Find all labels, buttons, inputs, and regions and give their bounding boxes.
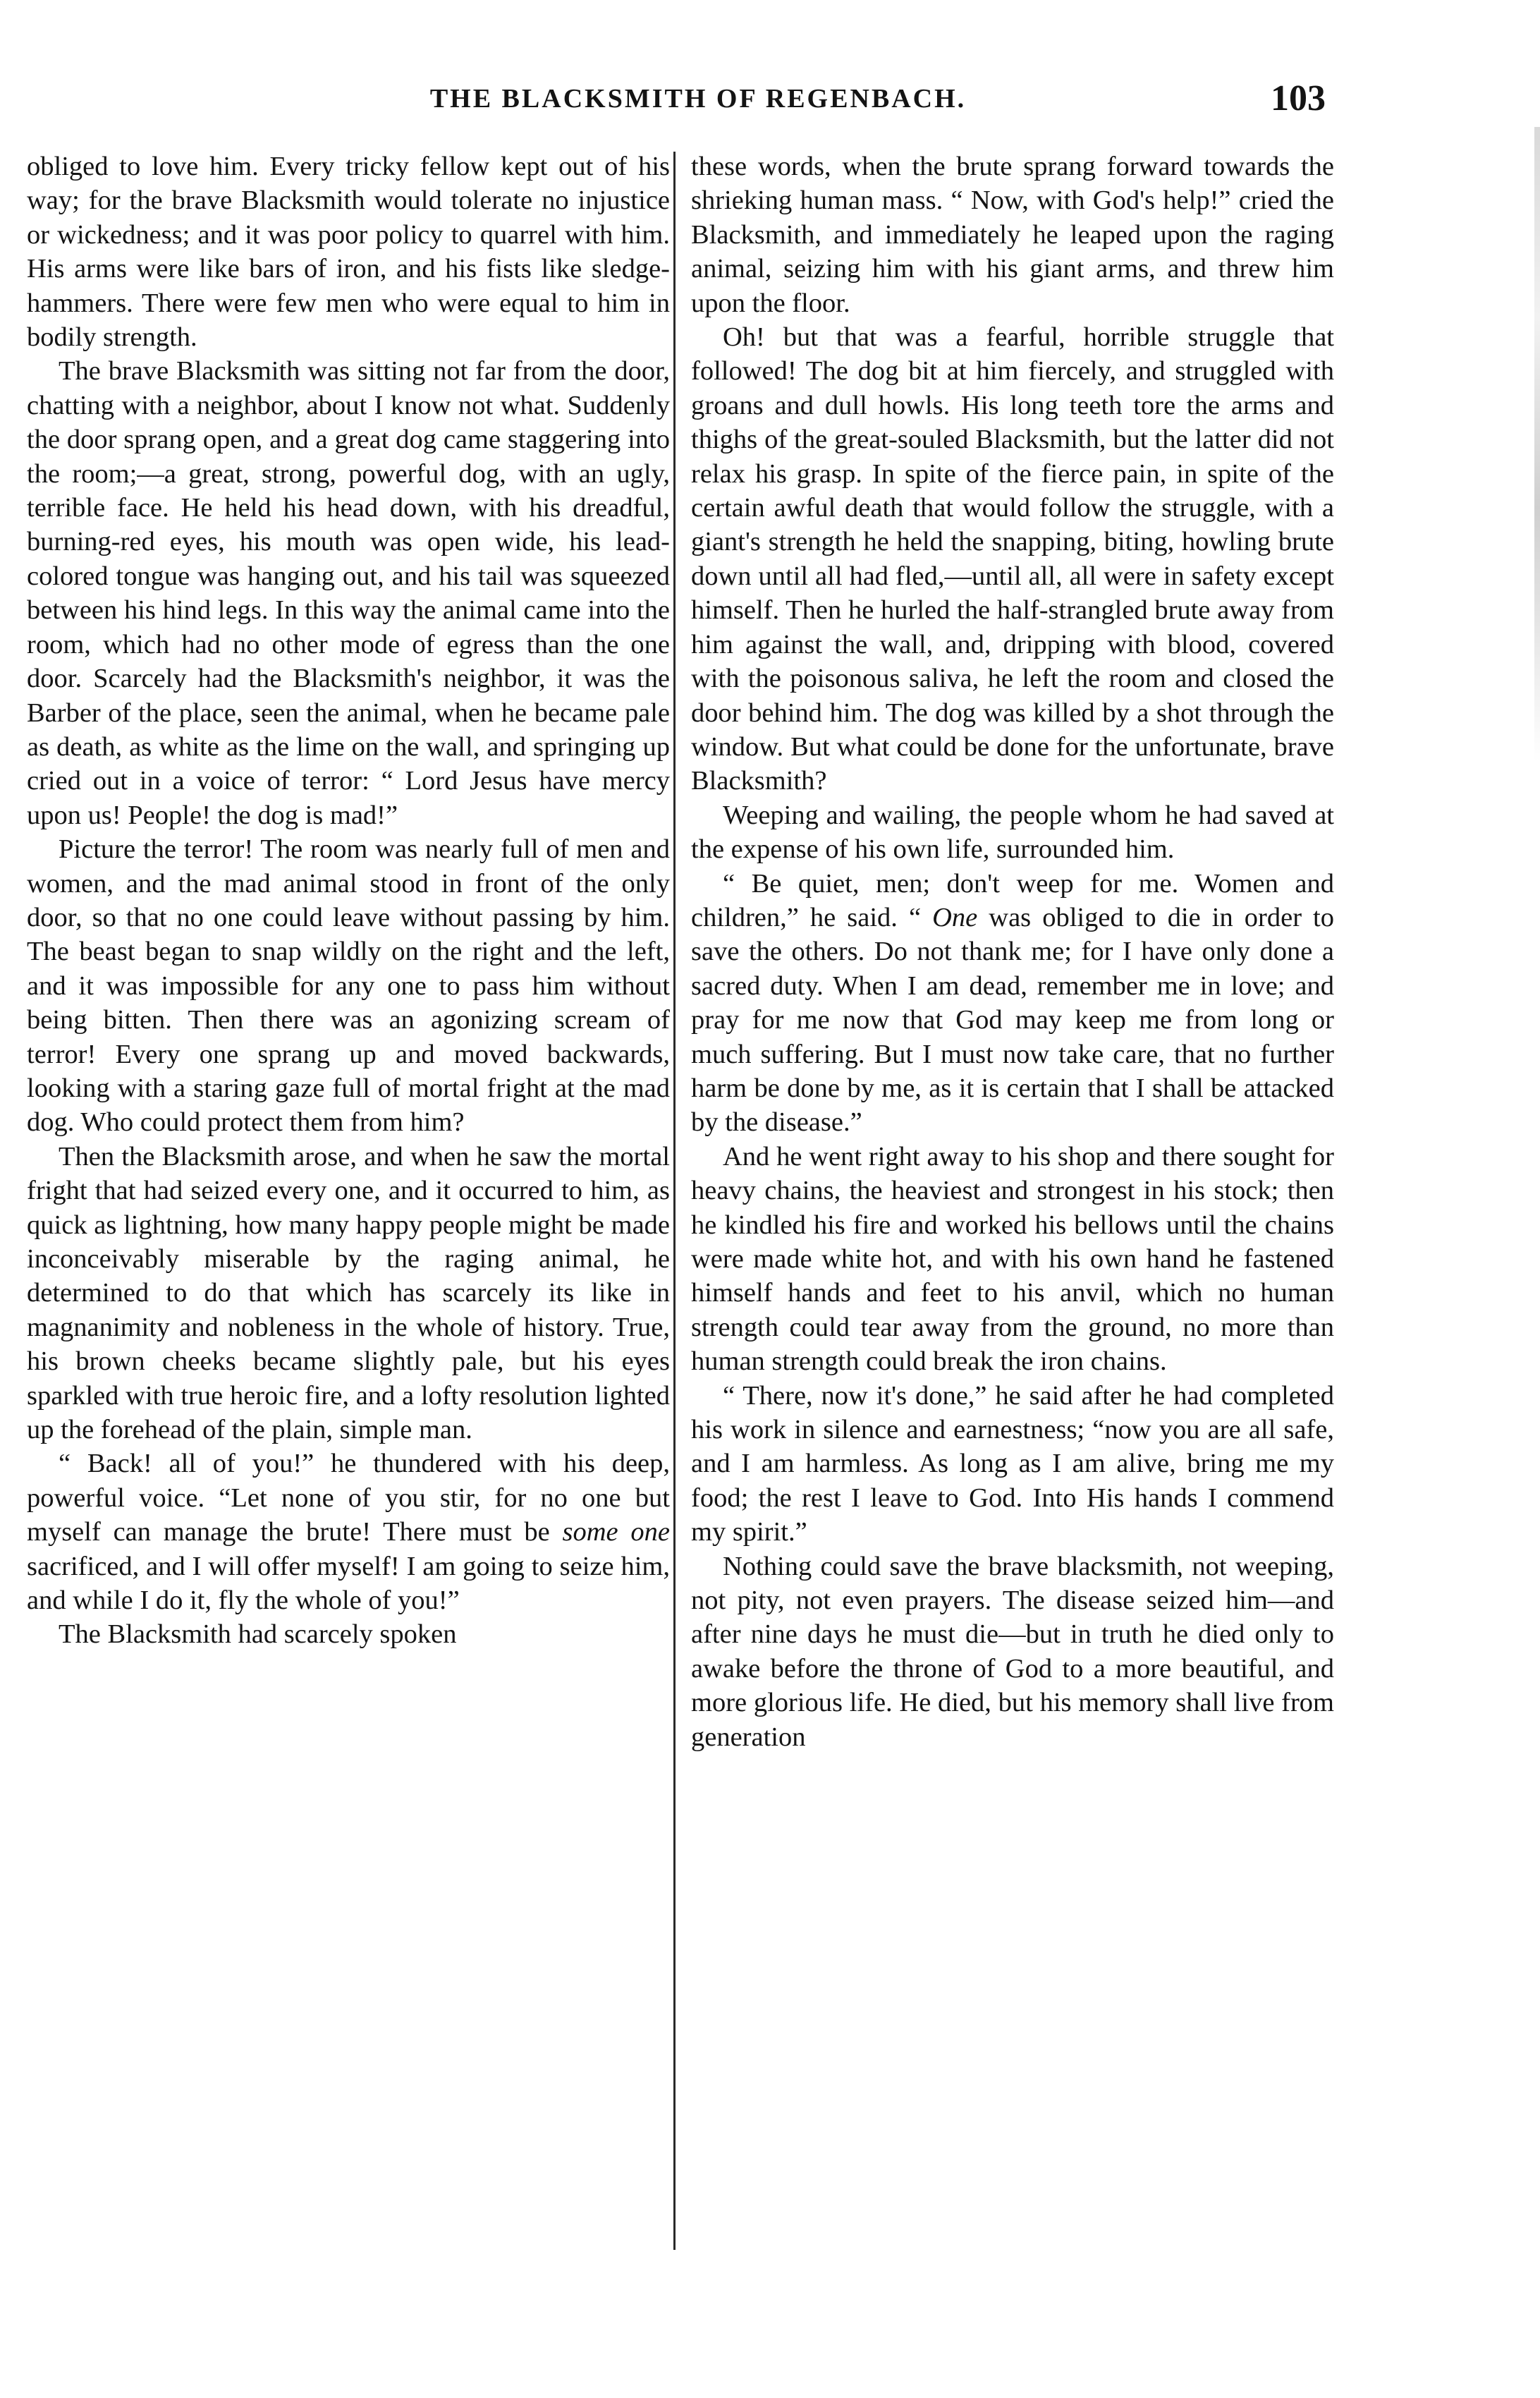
running-title: THE BLACKSMITH OF REGENBACH. — [429, 84, 967, 114]
paragraph: Nothing could save the brave blacksmith, not weeping, not pity, not even prayers. The disease seized him—and after nine days he must die—but in truth he died only to awake before the throne of God to a more beautiful, and more glorious life. He died, but his memory shall live from generation — [691, 1551, 1334, 1752]
page-number: 103 — [1271, 78, 1326, 118]
right-column — [691, 150, 1334, 2272]
paragraph: Oh! but that was a fearful, horrible struggle that followed! The dog bit at him fiercely, and struggled with groans and dull howls. His long teeth tore the arms and thighs of the great-souled Blacksmith, but the latter did not relax his grasp. In spite of the fierce pain, in spite of the certain awful death that would follow the struggle, with a giant's strength he held the snapping, biting, howling brute down until all had fled,—until all, all were in safety except himself. Then he hurled the half-strangled brute away from him against the wall, and, dripping with blood, covered with the poisonous saliva, he left the room and closed the door behind him. The dog was killed by a shot through the window. But what could be done for the unfortunate, brave Blacksmith? — [691, 322, 1334, 796]
paragraph: Then the Blacksmith arose, and when he saw the mortal fright that had seized every one, and it occurred to him, as quick as lightning, how many happy people might be made inconceivably miserable by the raging animal, he determined to do that which has scarcely its like in magnanimity and nobleness in the whole of history. True, his brown cheeks became slightly pale, but his eyes sparkled with true heroic fire, and a lofty resolution lighted up the forehead of the plain, simple man. — [27, 1141, 670, 1445]
paragraph — [27, 1447, 670, 1617]
text-run: was obliged to die in order to save the others. Do not thank me; for I have only done a sacred duty. When I am dead, remember me in love; and pray for me now that God may keep me from long or much suffering. But I must now take care, that no further harm be done by me, as it is certain that I shall be attacked by the disease.” — [691, 902, 1334, 1138]
paragraph — [691, 867, 1334, 1140]
column-rule — [673, 152, 676, 2250]
paragraph: “ There, now it's done,” he said after he had completed his work in silence and earnestness; “now you are all safe, and I am harmless. As long as I am alive, bring me my food; the rest I leave to God. Into His hands I commend my spirit.” — [691, 1380, 1334, 1547]
paragraph: obliged to love him. Every tricky fellow kept out of his way; for the brave Blacksmith would tolerate no injustice or wickedness; and it was poor policy to quarrel with him. His arms were like bars of iron, and his fists like sledge-hammers. There were few men who were equal to him in bodily strength. — [27, 152, 670, 353]
paragraph: And he went right away to his shop and there sought for heavy chains, the heaviest and strongest in his stock; then he kindled his fire and worked his bellows until the chains were made white hot, and with his own hand he fastened himself hands and feet to his anvil, which no human strength could tear away from the ground, no more than human strength could break the iron chains. — [691, 1141, 1334, 1377]
page-header — [28, 78, 1368, 133]
paragraph: Picture the terror! The room was nearly full of men and women, and the mad animal stood in front of the only door, so that no one could leave without passing by him. The beast began to snap wildly on the right and the left, and it was impossible for any one to pass him without being bitten. Then there was an agonizing scream of terror! Every one sprang up and moved backwards, looking with a staring gaze full of mortal fright at the mad dog. Who could protect them from him? — [27, 834, 670, 1138]
left-column — [27, 150, 670, 2272]
scan-edge — [1534, 127, 1540, 762]
paragraph: Weeping and wailing, the people whom he had saved at the expense of his own life, surrounded him. — [691, 800, 1334, 865]
italic-text: One — [932, 902, 978, 932]
paragraph: The brave Blacksmith was sitting not far from the door, chatting with a neighbor, about I know not what. Suddenly the door sprang open, and a great dog came staggering into the room;—a great, strong, powerful dog, with an ugly, terrible face. He held his head down, with his dreadful, burning-red eyes, his mouth was open wide, his lead-colored tongue was hanging out, and his tail was squeezed between his hind legs. In this way the animal came into the room, which had no other mode of egress than the one door. Scarcely had the Blacksmith's neighbor, it was the Barber of the place, seen the animal, when he became pale as death, as white as the lime on the wall, and springing up cried out in a voice of terror: “ Lord Jesus have mercy upon us! People! the dog is mad!” — [27, 356, 670, 830]
italic-text: some one — [562, 1517, 670, 1547]
text-run: “ Be quiet, men; don't weep for me. Women and children,” he said. “ — [691, 868, 1334, 932]
text-run: sacrificed, and I will offer myself! I am going to seize him, and while I do it, fly the whole of you!” — [27, 1551, 670, 1616]
paragraph: these words, when the brute sprang forward towards the shrieking human mass. “ Now, with God's help!” cried the Blacksmith, and immediately he leaped upon the raging animal, seizing him with his giant arms, and threw him upon the floor. — [691, 152, 1334, 318]
paragraph: The Blacksmith had scarcely spoken — [59, 1619, 457, 1650]
text-run: “ Back! all of you!” he thundered with his deep, powerful voice. “Let none of you stir, for no one but myself can manage the brute! There must be — [27, 1449, 670, 1547]
